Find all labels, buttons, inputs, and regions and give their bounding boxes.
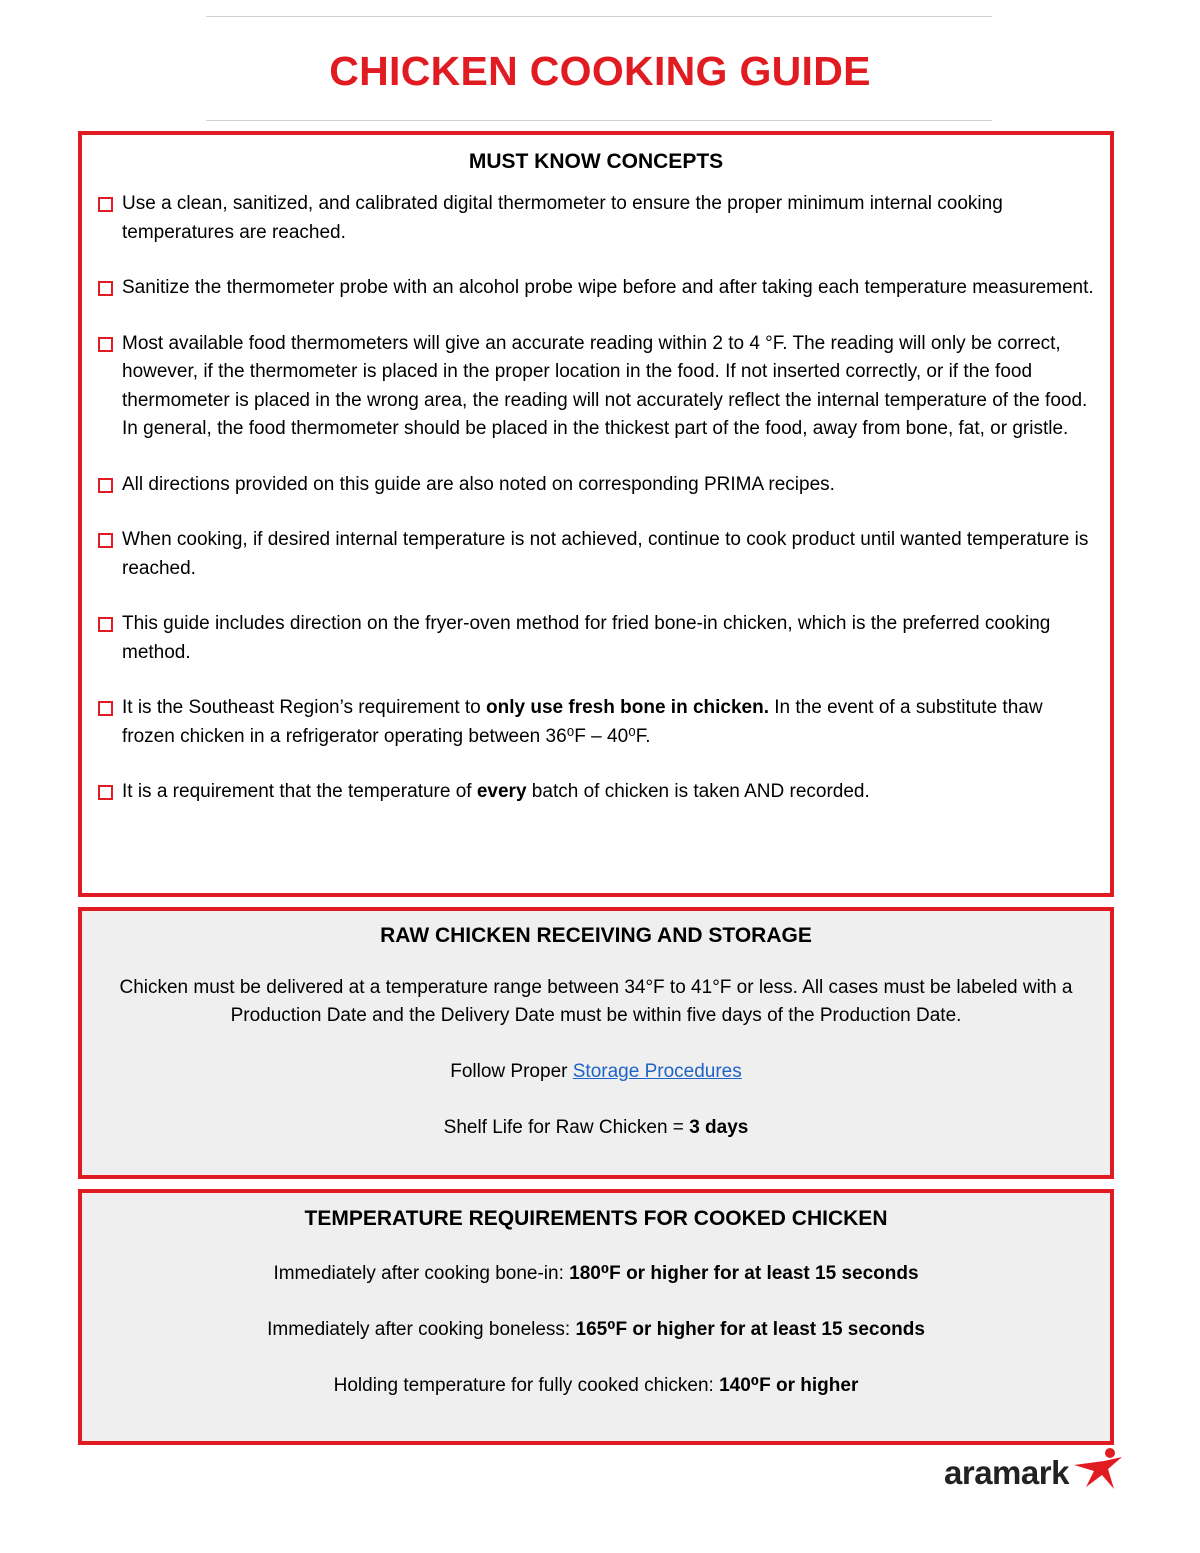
checkbox-bullet-icon [98, 197, 113, 212]
concept-text: All directions provided on this guide are also noted on corresponding PRIMA recipes. [122, 473, 835, 495]
temperature-requirements-panel [78, 1189, 1114, 1445]
checkbox-bullet-icon [98, 533, 113, 548]
concept-item [98, 190, 1098, 247]
temperature-heading: TEMPERATURE REQUIREMENTS FOR COOKED CHICKEN [304, 1207, 888, 1230]
concept-text: Use a clean, sanitized, and calibrated digital thermometer to ensure the proper minimum internal cooking temperatures are reached. [122, 193, 1003, 243]
storage-procedures-link[interactable]: Storage Procedures [572, 1061, 742, 1082]
checkbox-bullet-icon [98, 701, 113, 716]
concept-text: Sanitize the thermometer probe with an alcohol probe wipe before and after taking each temperature measurement. [122, 277, 1094, 298]
delivery-requirements: Chicken must be delivered at a temperature range between 34°F to 41°F or less. All cases must be labeled with a Production Date and the Delivery Date must be within five days of the Production Date. [119, 977, 1073, 1026]
raw-storage-heading: RAW CHICKEN RECEIVING AND STORAGE [380, 924, 812, 947]
temperature-row [82, 1316, 1110, 1344]
temperature-label: Immediately after cooking bone-in: [273, 1263, 570, 1284]
logo-wordmark: aramark [944, 1454, 1069, 1491]
concept-text-emphasis: only use fresh bone in chicken. [486, 697, 769, 718]
checkbox-bullet-icon [98, 337, 113, 352]
concept-item [98, 610, 1098, 667]
concept-item [98, 694, 1098, 751]
aramark-star-figure-icon [1070, 1447, 1126, 1493]
page-title: CHICKEN COOKING GUIDE [329, 48, 871, 94]
must-know-heading: MUST KNOW CONCEPTS [468, 150, 724, 173]
follow-prefix: Follow Proper [450, 1061, 573, 1082]
checkbox-bullet-icon [98, 281, 113, 296]
shelf-life-label: Shelf Life for Raw Chicken = [443, 1117, 690, 1138]
concept-item [98, 471, 1098, 500]
concept-text-emphasis: every [476, 781, 527, 802]
concept-list [82, 190, 1110, 807]
concept-item [98, 778, 1098, 807]
storage-procedures-line [82, 1058, 1110, 1086]
concept-text: When cooking, if desired internal temperature is not achieved, continue to cook product until wanted temperature is reached. [122, 529, 1089, 579]
temperature-value: 180⁰F or higher for at least 15 seconds [569, 1263, 919, 1284]
concept-text: This guide includes direction on the fryer-oven method for fried bone-in chicken, which is the preferred cooking method. [122, 613, 1051, 663]
concept-item [98, 526, 1098, 583]
concept-text-after: batch of chicken is taken AND recorded. [526, 781, 870, 802]
temperature-row [82, 1372, 1110, 1400]
temperature-label: Holding temperature for fully cooked chicken: [333, 1375, 720, 1396]
temperature-row [82, 1260, 1110, 1288]
aramark-logo [944, 1450, 1128, 1498]
shelf-life-value: 3 days [689, 1117, 749, 1138]
top-divider [206, 16, 992, 17]
concept-text-before: It is the Southeast Region’s requirement to [122, 697, 487, 718]
title-divider [206, 120, 992, 121]
temperature-value: 165⁰F or higher for at least 15 seconds [575, 1319, 925, 1340]
concept-text-before: It is a requirement that the temperature of [122, 781, 477, 802]
raw-storage-panel [78, 907, 1114, 1179]
checkbox-bullet-icon [98, 617, 113, 632]
checkbox-bullet-icon [98, 478, 113, 493]
must-know-concepts-panel [78, 131, 1114, 897]
temperature-label: Immediately after cooking boneless: [267, 1319, 576, 1340]
concept-item [98, 274, 1098, 303]
temperature-value: 140⁰F or higher [719, 1375, 859, 1396]
shelf-life-line [82, 1114, 1110, 1142]
concept-text: Most available food thermometers will give an accurate reading within 2 to 4 °F. The reading will only be correct, however, if the thermometer is placed in the proper location in the food. If not inserted correctly, or if the food thermometer is placed in the wrong area, the reading will not accurately reflect the internal temperature of the food. In general, the food thermometer should be placed in the thickest part of the food, away from bone, fat, or gristle. [122, 332, 1088, 439]
checkbox-bullet-icon [98, 785, 113, 800]
concept-item [98, 330, 1098, 444]
concept-text-after: In the event of a substitute thaw frozen chicken in a refrigerator operating between 36⁰F – 40⁰F. [122, 697, 1043, 747]
